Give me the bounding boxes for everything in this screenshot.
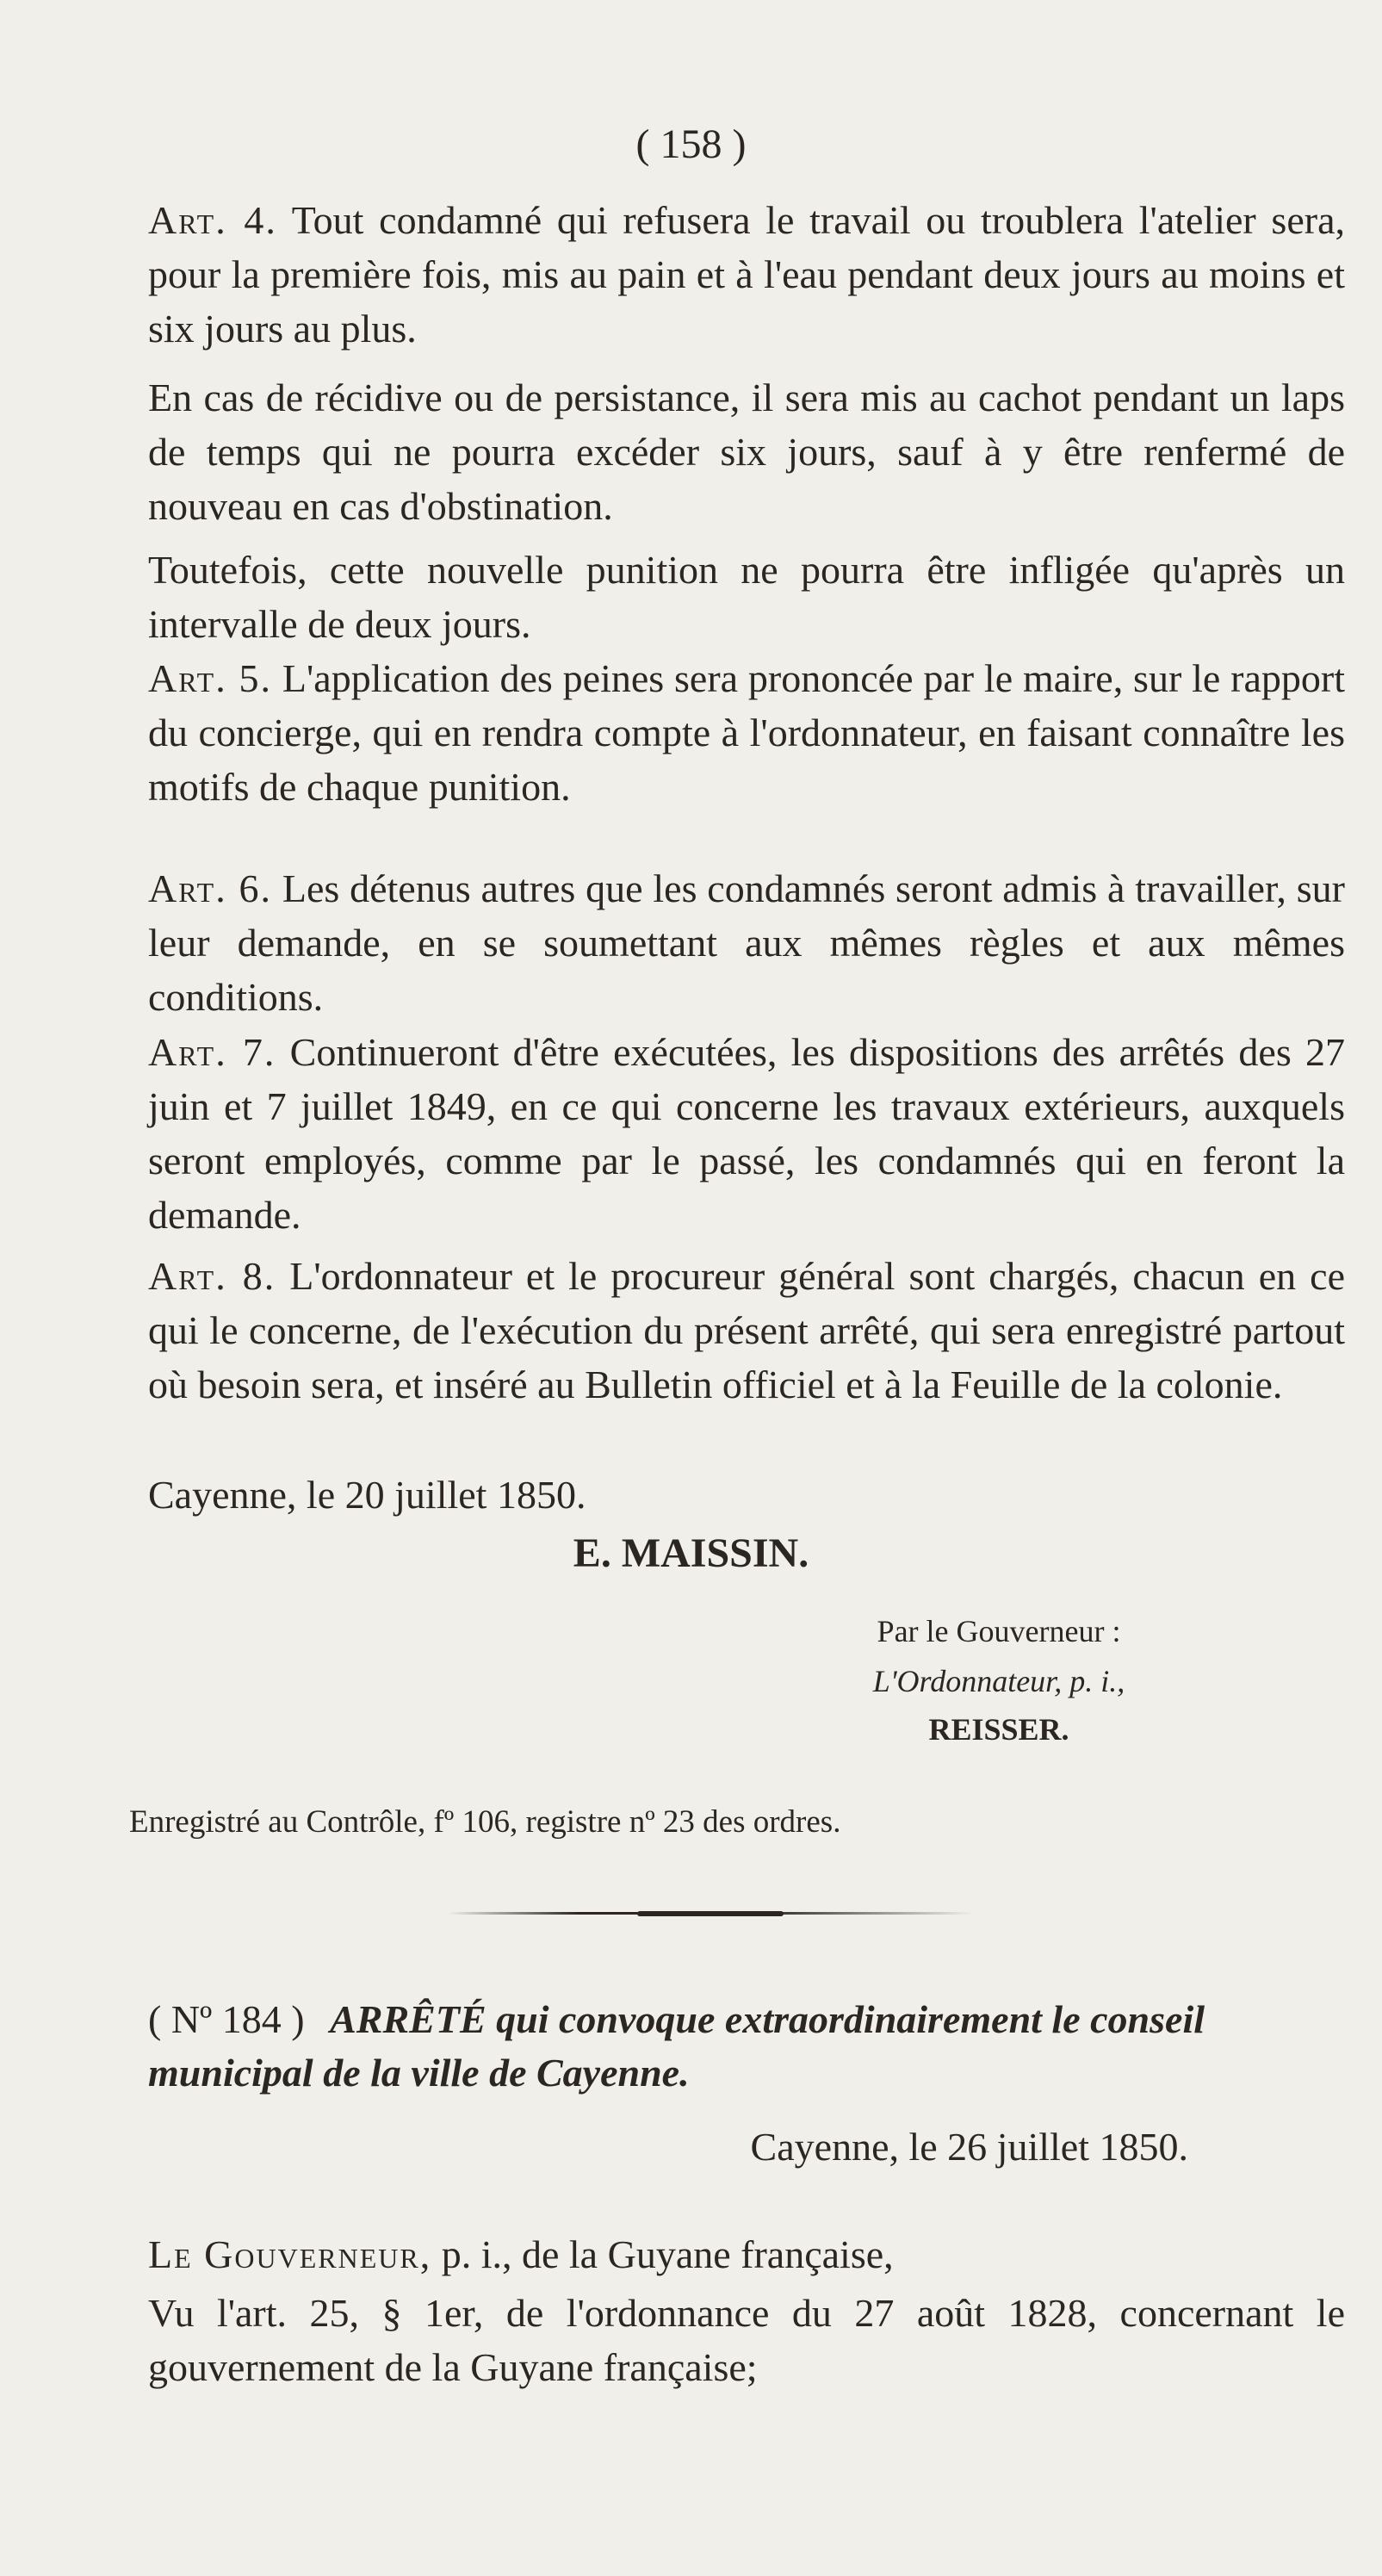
paragraph-art-7 — [148, 1025, 1345, 1242]
paragraph-text: En cas de récidive ou de persistance, il sera mis au cachot pendant un laps de temps qui ne pourra excéder six jours, sauf à y être renfermé de nouveau en cas d'obstination. — [148, 376, 1345, 528]
decree-date: Cayenne, le 26 juillet 1850. — [750, 2125, 1188, 2169]
article-label: Art. 8. — [148, 1254, 276, 1298]
article-label: Art. 4. — [148, 198, 277, 242]
closing-text: p. i., de la Guyane française, — [431, 2232, 894, 2276]
decree-title: ARRÊTÉ qui convoque extraordinairement le conseil municipal de la ville de Cayenne. — [148, 1997, 1205, 2095]
paragraph-date — [148, 1468, 1345, 1522]
paragraph-text: Tout condamné qui refusera le travail ou troublera l'atelier sera, pour la première fois, mis au pain et à l'eau pendant deux jours au moins et six jours au plus. — [148, 198, 1345, 351]
paragraph-art-8 — [148, 1249, 1345, 1412]
paragraph-toutefois — [148, 543, 1345, 651]
closing-vu — [148, 2286, 1345, 2394]
signature-role: L'Ordonnateur, p. i., — [872, 1664, 1125, 1698]
paragraph-art-4 — [148, 193, 1345, 356]
signature-name: E. MAISSIN. — [573, 1530, 809, 1576]
section-divider-center — [637, 1911, 784, 1916]
signature-by-line: Par le Gouverneur : — [877, 1614, 1121, 1648]
registration-note: Enregistré au Contrôle, fº 106, registre nº 23 des ordres. — [129, 1804, 841, 1840]
closing-gouverneur — [148, 2227, 1345, 2281]
paragraph-text: Toutefois, cette nouvelle punition ne pourra être infligée qu'après un intervalle de deux jours. — [148, 548, 1345, 646]
gouverneur-label: Le Gouverneur, — [148, 2232, 432, 2276]
paragraph-text: Continueront d'être exécutées, les dispositions des arrêtés des 27 juin et 7 juillet 1849, en ce qui concerne les travaux extérieurs, auxquels seront employés, comme par le passé, les condamnés qui en feront la demande. — [148, 1030, 1345, 1237]
paragraph-text: L'ordonnateur et le procureur général sont chargés, chacun en ce qui le concerne, de l'exécution du présent arrêté, qui sera enregistré partout où besoin sera, et inséré au Bulletin officiel et à la Feuille de la colonie. — [148, 1254, 1345, 1406]
signature-name-2: REISSER. — [928, 1712, 1069, 1747]
article-label: Art. 7. — [148, 1030, 276, 1074]
paragraph-recidive — [148, 370, 1345, 533]
paragraph-text: Cayenne, le 20 juillet 1850. — [148, 1473, 586, 1517]
closing-text: Vu l'art. 25, § 1er, de l'ordonnance du 27 août 1828, concernant le gouvernement de la Guyane française; — [148, 2291, 1345, 2389]
article-label: Art. 6. — [148, 866, 273, 910]
page-number: ( 158 ) — [635, 121, 747, 167]
paragraph-art-5 — [148, 651, 1345, 814]
paragraph-text: Les détenus autres que les condamnés seront admis à travailler, sur leur demande, en se soumettant aux mêmes règles et aux mêmes conditions. — [148, 866, 1345, 1019]
decree-number: ( Nº 184 ) — [148, 1997, 305, 2041]
decree-heading — [148, 1993, 1345, 2100]
article-label: Art. 5. — [148, 656, 273, 700]
paragraph-art-6 — [148, 861, 1345, 1024]
paragraph-text: L'application des peines sera prononcée par le maire, sur le rapport du concierge, qui en rendra compte à l'ordonnateur, en faisant connaître les motifs de chaque punition. — [148, 656, 1345, 809]
